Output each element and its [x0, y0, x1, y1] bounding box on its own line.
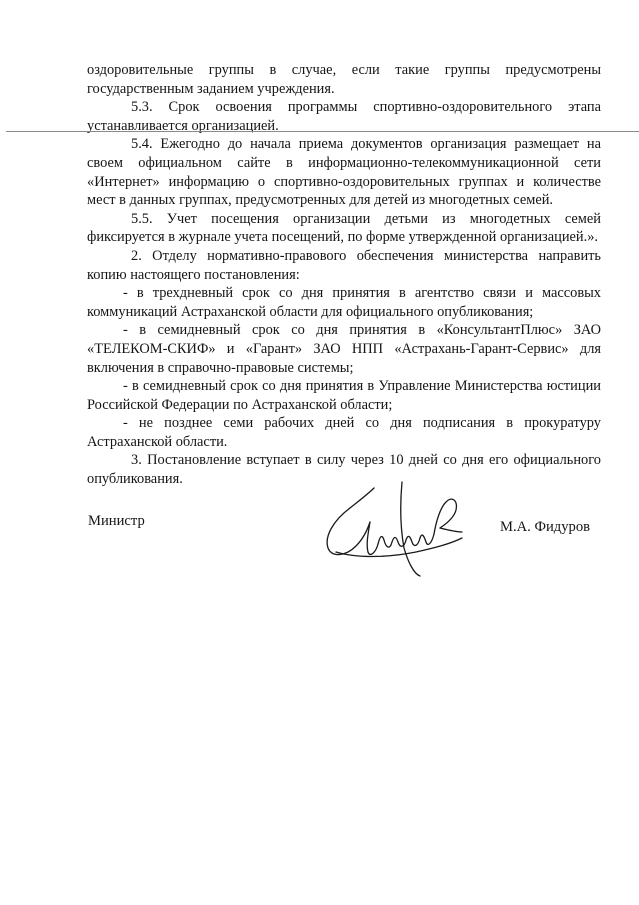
list-item-dash-2: - в семидневный срок со дня принятия в «КонсультантПлюс» ЗАО «ТЕЛЕКОМ-СКИФ» и «Гарант» ЗАО НПП «Астрахань-Гарант-Сервис» для включения в справочно-правовые системы; — [87, 322, 601, 376]
paragraph-5-4: 5.4. Ежегодно до начала приема документов организация размещает на своем официальном сайте в информационно-телекоммуникационной сети «Интернет» информацию о спортивно-оздоровительных группах и количестве мест в данных группах, предусмотренных для детей из многодетных семей. — [87, 136, 601, 209]
document-body — [87, 61, 601, 489]
paragraph-5-3: 5.3. Срок освоения программы спортивно-оздоровительного этапа устанавливается организацией. — [87, 99, 601, 134]
list-item-dash-3: - в семидневный срок со дня принятия в Управление Министерства юстиции Российской Федерации по Астраханской области; — [87, 378, 601, 413]
paragraph-3: 3. Постановление вступает в силу через 10 дней со дня его официального опубликования. — [87, 452, 601, 488]
signatory-name: М.А. Фидуров — [500, 519, 591, 535]
paragraph-5-5: 5.5. Учет посещения организации детьми из многодетных семей фиксируется в журнале учета посещений, по форме утвержденной организацией.». — [87, 210, 601, 246]
signatory-title: Министр — [88, 513, 145, 529]
paragraph-continuation: оздоровительные группы в случае, если такие группы предусмотрены государственным заданием учреждения. — [87, 62, 601, 97]
handwritten-signature — [316, 478, 466, 578]
scan-artifact-line — [6, 131, 639, 132]
paragraph-2: 2. Отделу нормативно-правового обеспечения министерства направить копию настоящего постановления: — [87, 247, 601, 283]
list-item-dash-4: - не позднее семи рабочих дней со дня подписания в прокуратуру Астраханской области. — [87, 415, 601, 450]
list-item-dash-1: - в трехдневный срок со дня принятия в агентство связи и массовых коммуникаций Астраханской области для официального опубликования; — [87, 285, 601, 320]
